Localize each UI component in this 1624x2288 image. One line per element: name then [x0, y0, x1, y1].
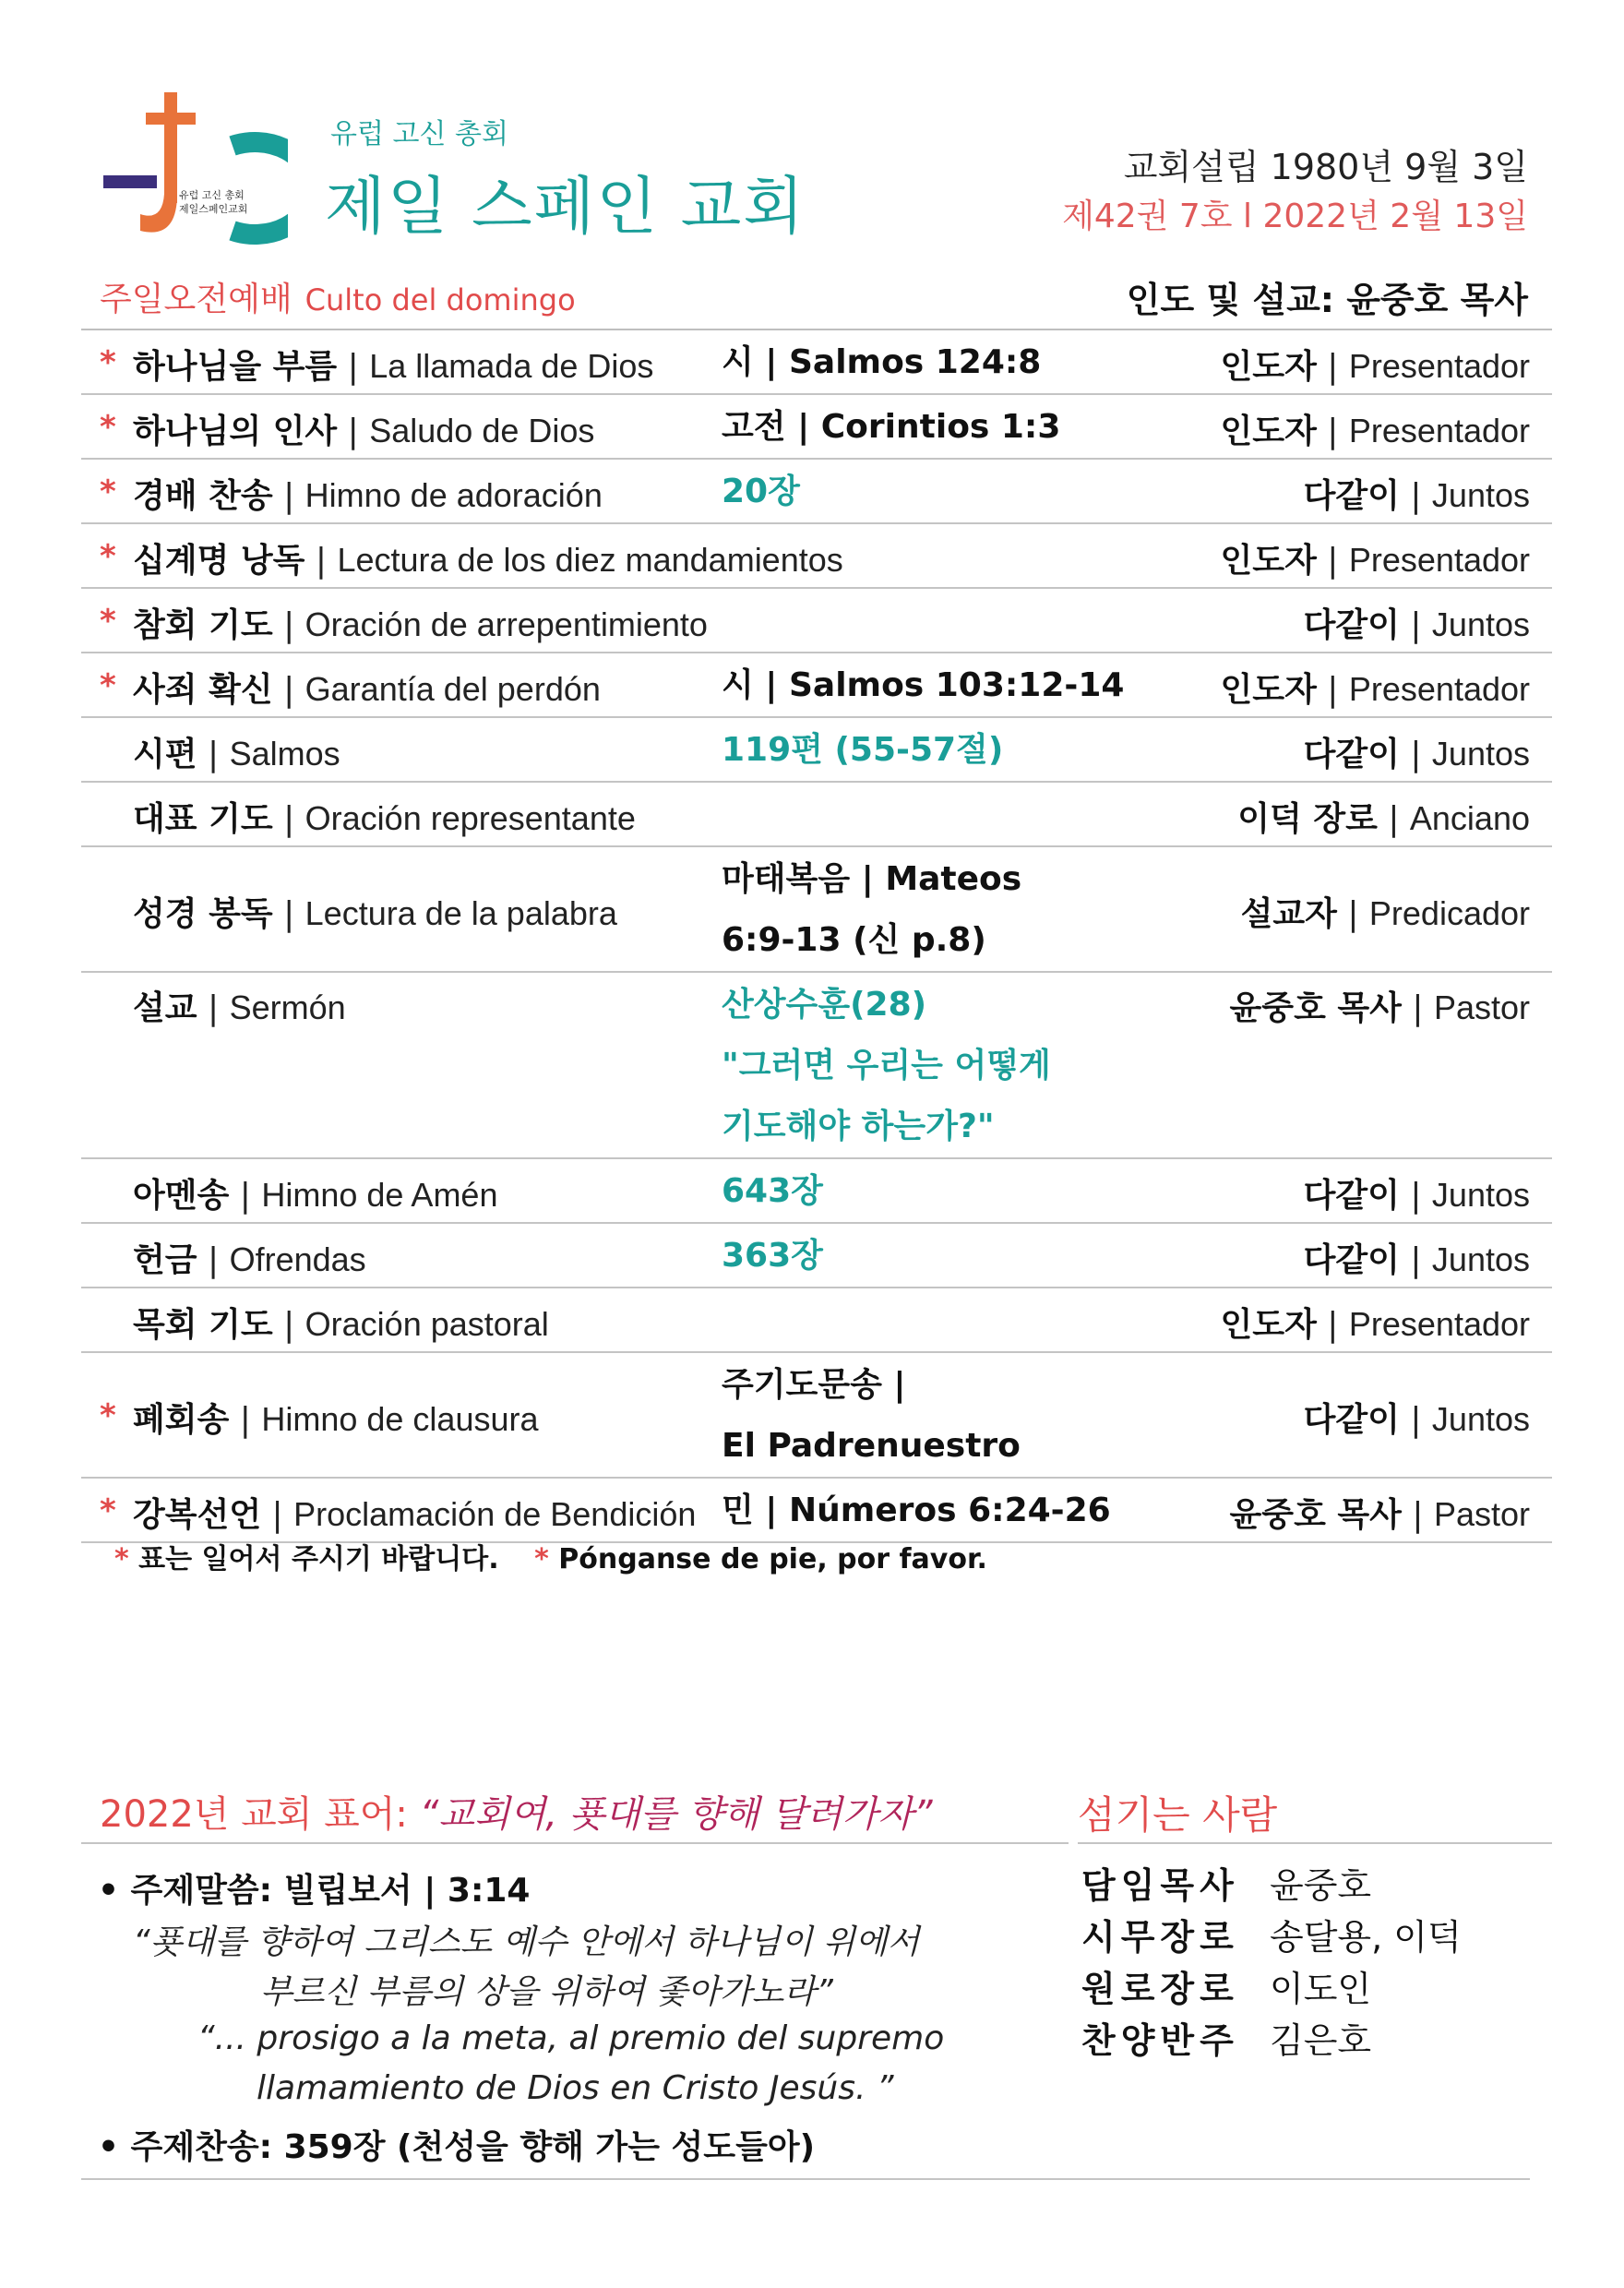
order-item-role [1221, 534, 1530, 581]
order-item-name-ko: 시편 [133, 736, 197, 773]
order-item-detail: 119편 (55-57절) [722, 731, 1004, 769]
org-name: 유럽 고신 총회 [330, 118, 508, 150]
standing-star: * [100, 538, 116, 575]
order-item-name-es: Himno de clausura [261, 1400, 539, 1438]
order-item-role-es: Juntos [1431, 1400, 1530, 1438]
standing-star: * [100, 409, 116, 446]
order-item-role [1304, 728, 1530, 775]
servant-role: 원로장로 [1081, 1969, 1239, 2009]
theme-verse-es-1: “... prosigo a la meta, al premio del supremo [197, 2019, 945, 2057]
order-item-name-ko: 강복선언 [133, 1496, 262, 1534]
order-item-name [133, 534, 843, 581]
theme-verse-ko-2: 부르신 부름의 상을 위하여 좇아가노라” [260, 1973, 833, 2011]
separator: | [197, 1241, 230, 1279]
service-title [100, 273, 576, 320]
order-item-role-ko: 윤중호 목사 [1229, 989, 1402, 1027]
note-ko: 표는 일어서 주시기 바랍니다. [138, 1543, 499, 1575]
order-item-name [133, 341, 653, 388]
order-item-detail: 643장 [722, 1172, 823, 1210]
separator: | [272, 800, 305, 838]
separator: | [1336, 895, 1369, 933]
standing-star: * [100, 1492, 116, 1529]
order-item-name [133, 470, 603, 517]
order-row [81, 653, 1552, 718]
order-item-name-ko: 대표 기도 [133, 800, 273, 838]
separator: | [304, 542, 338, 580]
order-item-role [1241, 888, 1530, 935]
order-item-name [133, 728, 340, 775]
separator: | [1316, 348, 1349, 386]
order-item-role-es: Anciano [1409, 799, 1530, 837]
logo-text-2: 제일스페인교회 [179, 203, 248, 215]
order-item-name-ko: 설교 [133, 989, 197, 1027]
order-item-name-es: Garantía del perdón [304, 670, 601, 708]
order-item-name-es: Himno de Amén [261, 1176, 498, 1214]
order-item-role-es: Presentador [1348, 541, 1530, 579]
order-row [81, 1479, 1552, 1543]
order-item-detail: 민 | Números 6:24-26 [722, 1491, 1111, 1529]
separator: | [272, 671, 305, 709]
order-item-name [133, 793, 636, 840]
order-row [81, 395, 1552, 460]
separator: | [1377, 800, 1410, 838]
motto-quote: “교회여, 푯대를 향해 달려가자” [419, 1793, 933, 1836]
order-item-role [1221, 1299, 1530, 1346]
theme-hymn-label: • 주제찬송: 359장 (천성을 향해 가는 성도들아) [98, 2128, 816, 2166]
theme-verse-label: • 주제말씀: 빌립보서 | 3:14 [98, 1872, 531, 1910]
order-item-name-ko: 참회 기도 [133, 606, 273, 644]
separator: | [197, 736, 230, 773]
separator: | [1399, 477, 1432, 515]
order-item-role-es: Pastor [1433, 988, 1530, 1026]
order-row [81, 1353, 1552, 1479]
order-item-role [1237, 793, 1530, 840]
order-item-name-ko: 경배 찬송 [133, 477, 273, 515]
standing-star: * [100, 1397, 116, 1434]
theme-verse-ko-1: “푯대를 향하여 그리스도 예수 안에서 하나님이 위에서 [133, 1923, 920, 1961]
order-item-role-es: Juntos [1431, 1240, 1530, 1278]
servant-role: 담임목사 [1081, 1865, 1239, 1906]
order-item-name-ko: 하나님을 부름 [133, 348, 338, 386]
order-item-name [133, 1234, 366, 1281]
order-item-name [133, 1299, 549, 1346]
order-item-detail: 고전 | Corintios 1:3 [722, 408, 1061, 446]
order-item-name [133, 1489, 696, 1536]
order-item-role-es: Juntos [1431, 735, 1530, 773]
note-es: Pónganse de pie, por favor. [558, 1543, 987, 1575]
order-item-role [1221, 405, 1530, 452]
order-item-role-ko: 이덕 장로 [1237, 800, 1378, 838]
founded-date: 교회설립 1980년 9월 3일 [1123, 147, 1528, 187]
order-item-name-ko: 아멘송 [133, 1177, 230, 1215]
order-item-role-es: Presentador [1348, 670, 1530, 708]
order-item-role [1230, 982, 1530, 1029]
motto-prefix: 2022년 교회 표어: [100, 1793, 420, 1836]
order-item-name-es: Salmos [229, 735, 340, 773]
separator: | [1401, 1496, 1434, 1534]
separator: | [1399, 1401, 1432, 1439]
order-item-name [133, 1394, 539, 1441]
separator: | [1316, 413, 1349, 450]
separator: | [1316, 1306, 1349, 1344]
order-item-role [1304, 1394, 1530, 1441]
order-item-role-es: Presentador [1348, 347, 1530, 385]
order-item-name-es: Oración pastoral [304, 1305, 549, 1343]
standing-star: * [100, 667, 116, 704]
standing-note [114, 1536, 987, 1576]
separator: | [1316, 542, 1349, 580]
order-item-role-es: Juntos [1431, 476, 1530, 514]
order-item-role-es: Presentador [1348, 1305, 1530, 1343]
order-item-name [133, 599, 708, 646]
order-row [81, 589, 1552, 653]
separator: | [337, 413, 370, 450]
order-item-name-es: Lectura de la palabra [304, 894, 617, 932]
order-item-name-ko: 사죄 확신 [133, 671, 273, 709]
order-item-name-es: La llamada de Dios [369, 347, 654, 385]
order-item-role [1304, 1169, 1530, 1216]
order-item-role-es: Pastor [1433, 1495, 1530, 1533]
order-item-role [1304, 470, 1530, 517]
separator: | [1401, 989, 1434, 1027]
order-item-name-es: Ofrendas [229, 1240, 366, 1278]
separator: | [272, 606, 305, 644]
order-item-role [1221, 341, 1530, 388]
church-motto [100, 1785, 933, 1838]
order-item-role [1221, 664, 1530, 711]
issue-info: 제42권 7호 l 2022년 2월 13일 [1062, 198, 1528, 235]
order-item-role-ko: 인도자 [1220, 1306, 1317, 1344]
standing-star: * [100, 473, 116, 510]
order-row [81, 524, 1552, 589]
order-item-role [1304, 1234, 1530, 1281]
divider [81, 2178, 1530, 2180]
church-logo [103, 92, 288, 249]
order-item-name-ko: 하나님의 인사 [133, 413, 338, 450]
order-item-detail: 20장 [722, 473, 800, 510]
order-row [81, 847, 1552, 973]
separator: | [272, 895, 305, 933]
order-item-role-ko: 설교자 [1240, 895, 1337, 933]
order-item-detail: 시 | Salmos 124:8 [722, 343, 1042, 381]
order-item-detail: 주기도문송 | [722, 1366, 906, 1404]
order-item-detail: 6:9-13 (신 p.8) [722, 921, 986, 959]
order-item-detail: 시 | Salmos 103:12-14 [722, 666, 1125, 704]
order-item-name [133, 1169, 497, 1216]
order-row [81, 1159, 1552, 1224]
separator: | [1399, 1241, 1432, 1279]
separator: | [272, 1306, 305, 1344]
order-item-role-es: Juntos [1431, 605, 1530, 643]
order-item-name-ko: 성경 봉독 [133, 895, 273, 933]
divider [1078, 1842, 1552, 1844]
separator: | [197, 989, 230, 1027]
separator: | [261, 1496, 294, 1534]
standing-star: * [100, 344, 116, 381]
separator: | [229, 1401, 262, 1439]
servants-title: 섬기는 사람 [1078, 1792, 1278, 1838]
order-item-name-es: Himno de adoración [304, 476, 603, 514]
order-item-name-es: Saludo de Dios [369, 412, 595, 449]
note-star-es: * [534, 1543, 549, 1575]
order-item-role-ko: 다같이 [1303, 1401, 1400, 1439]
church-name: 제일 스페인 교회 [325, 171, 806, 244]
order-item-role-ko: 다같이 [1303, 1177, 1400, 1215]
order-item-name-es: Lectura de los diez mandamientos [337, 541, 843, 579]
logo-text-1: 유럽 고신 총회 [179, 189, 245, 201]
standing-star: * [100, 603, 116, 640]
servant-role: 찬양반주 [1081, 2020, 1239, 2061]
order-item-name-es: Proclamación de Bendición [293, 1495, 697, 1533]
order-item-detail: 마태복음 | Mateos [722, 860, 1022, 898]
order-item-detail: El Padrenuestro [722, 1427, 1021, 1465]
order-item-name-ko: 헌금 [133, 1241, 197, 1279]
theme-hymn-text: 주제찬송: 359장 (천성을 향해 가는 성도들아) [130, 2128, 816, 2166]
order-row [81, 460, 1552, 524]
order-item-role-es: Juntos [1431, 1176, 1530, 1214]
order-item-detail: "그러면 우리는 어떻게 [722, 1047, 1051, 1084]
note-star: * [114, 1543, 129, 1575]
order-item-name [133, 982, 346, 1029]
order-item-role-ko: 인도자 [1220, 671, 1317, 709]
order-item-role-ko: 다같이 [1303, 1241, 1400, 1279]
separator: | [272, 477, 305, 515]
order-item-name-es: Oración representante [304, 799, 636, 837]
order-item-detail: 산상수훈(28) [722, 986, 927, 1024]
order-row [81, 1288, 1552, 1353]
service-preacher: 인도 및 설교: 윤중호 목사 [1126, 280, 1528, 320]
servant-name: 이도인 [1270, 1969, 1372, 2009]
order-item-role [1230, 1489, 1530, 1536]
order-item-detail: 363장 [722, 1237, 823, 1275]
order-item-role-ko: 다같이 [1303, 477, 1400, 515]
order-item-name-ko: 목회 기도 [133, 1306, 273, 1344]
theme-verse-es-2: llamamiento de Dios en Cristo Jesús. ” [257, 2069, 894, 2107]
separator: | [1399, 606, 1432, 644]
order-item-role-es: Predicador [1368, 894, 1530, 932]
order-item-name-ko: 십계명 낭독 [133, 542, 305, 580]
order-item-role-ko: 윤중호 목사 [1229, 1496, 1402, 1534]
order-item-name [133, 664, 601, 711]
order-item-role-ko: 인도자 [1220, 542, 1317, 580]
order-item-role-es: Presentador [1348, 412, 1530, 449]
order-item-name-es: Oración de arrepentimiento [304, 605, 708, 643]
order-row [81, 330, 1552, 395]
order-item-name-ko: 폐회송 [133, 1401, 230, 1439]
order-item-name [133, 405, 594, 452]
order-row [81, 783, 1552, 847]
order-of-worship [81, 329, 1552, 1543]
servant-role: 시무장로 [1081, 1917, 1239, 1958]
order-item-role-ko: 다같이 [1303, 606, 1400, 644]
servant-name: 김은호 [1270, 2020, 1372, 2061]
order-row [81, 1224, 1552, 1288]
separator: | [229, 1177, 262, 1215]
separator: | [1399, 736, 1432, 773]
service-title-ko: 주일오전예배 [100, 281, 293, 318]
order-item-name-es: Sermón [229, 988, 346, 1026]
separator: | [337, 348, 370, 386]
order-row [81, 718, 1552, 783]
servant-name: 송달용, 이덕 [1270, 1917, 1462, 1958]
order-item-detail: 기도해야 하는가?" [722, 1108, 995, 1145]
servant-name: 윤중호 [1270, 1865, 1372, 1906]
order-item-role [1304, 599, 1530, 646]
separator: | [1399, 1177, 1432, 1215]
order-item-role-ko: 다같이 [1303, 736, 1400, 773]
order-item-name [133, 888, 617, 935]
divider [81, 1842, 1069, 1844]
service-title-es: Culto del domingo [304, 282, 576, 317]
order-row [81, 973, 1552, 1159]
separator: | [1316, 671, 1349, 709]
order-item-role-ko: 인도자 [1220, 348, 1317, 386]
order-item-role-ko: 인도자 [1220, 413, 1317, 450]
theme-verse-text: 주제말씀: 빌립보서 | 3:14 [130, 1872, 531, 1910]
